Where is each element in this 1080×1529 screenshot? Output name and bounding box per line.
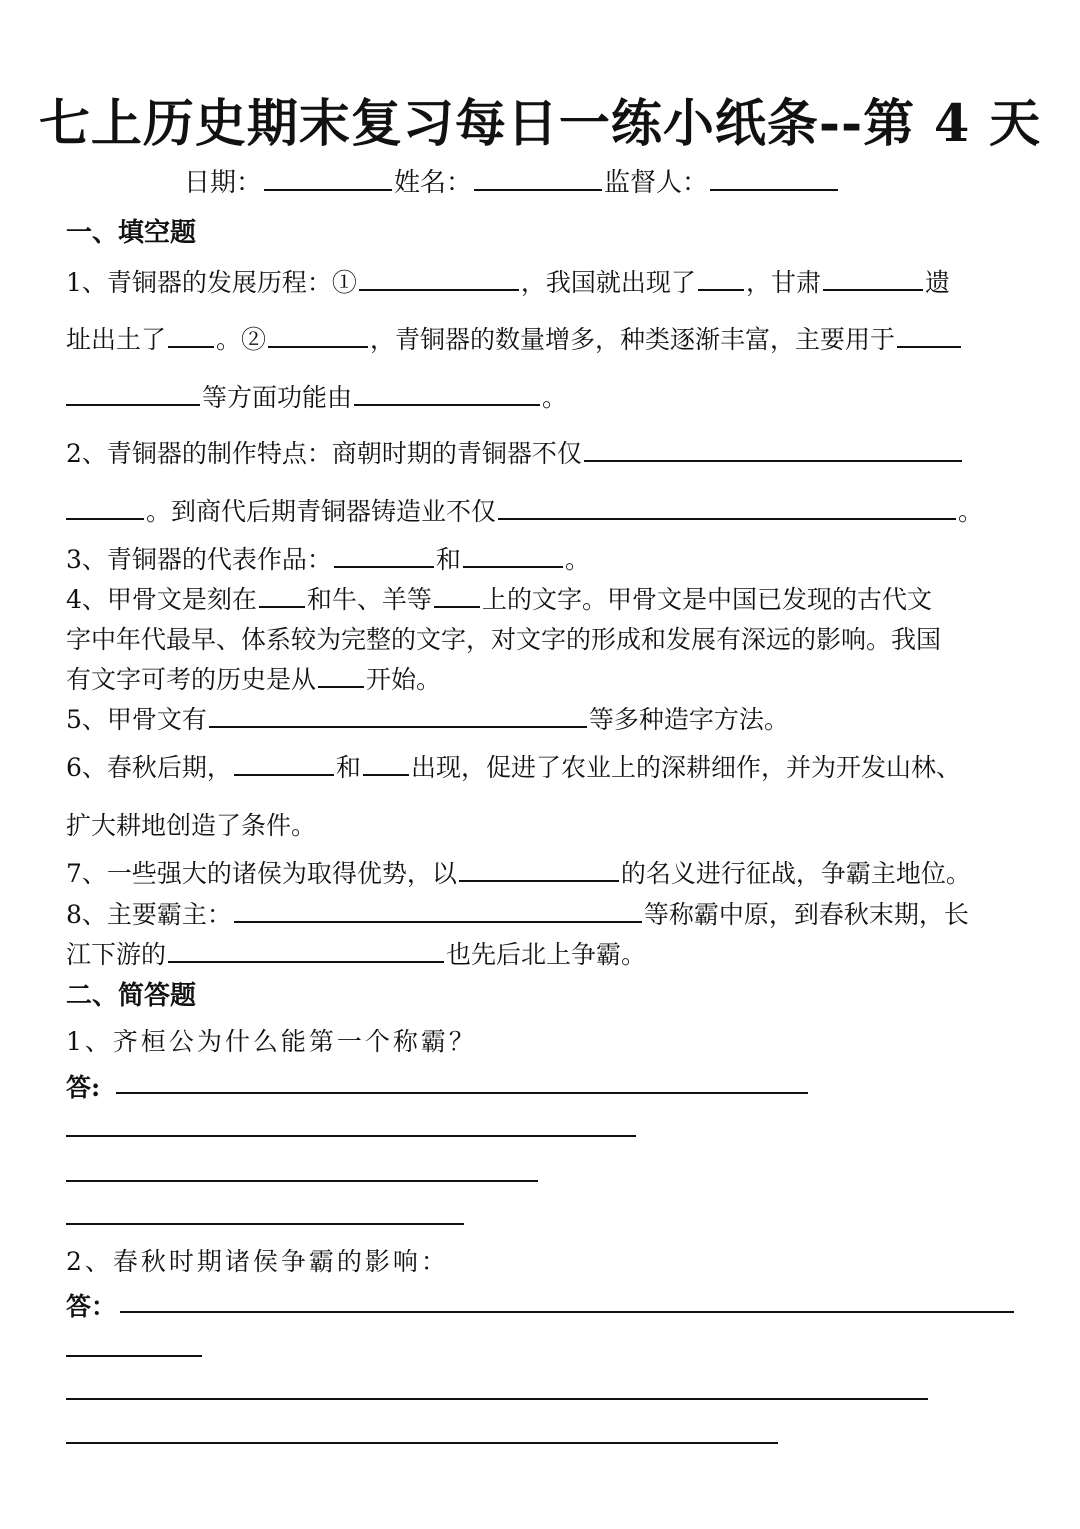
q8-blank-2[interactable] [168,937,444,963]
q7-text-a: 7、一些强大的诸侯为取得优势，以 [66,859,457,888]
q3-text-b: 和 [435,545,461,574]
q6-blank-1[interactable] [234,750,334,776]
q5-text-b: 等多种造字方法。 [588,705,789,734]
q6-line2: 扩大耕地创造了条件。 [66,811,317,840]
sa-q1-answer-label: 答: [66,1073,101,1102]
q1-blank-7[interactable] [66,380,200,406]
name-label: 姓名： [394,168,473,198]
q4-text-f: 开始。 [366,665,442,694]
q1-text-g: ，青铜器的数量增多，种类逐渐丰富，主要用于 [370,325,896,354]
sa-q1-answer-line-3[interactable] [66,1180,538,1182]
q3-text-c: 。 [564,545,590,574]
q1-text-f: 。② [216,325,267,354]
q8-line1 [66,895,969,931]
q2-text-a: 2、青铜器的制作特点：商朝时期的青铜器不仅 [66,439,582,468]
page-title: 七上历史期末复习每日一练小纸条--第 4 天 [38,94,1042,154]
q6-text-b: 和 [335,753,361,782]
name-blank[interactable] [474,165,602,191]
q1-line2 [66,320,963,356]
q8-text-d: 也先后北上争霸。 [446,940,647,969]
q8-text-b: 等称霸中原，到春秋末期，长 [643,900,969,929]
q1-text-a: 1、青铜器的发展历程：① [66,268,357,297]
q8-text-c: 江下游的 [66,940,167,969]
q4-text-b: 和牛、羊等 [306,585,432,614]
q2-text-c: 。 [958,497,984,526]
q1-blank-2[interactable] [698,265,744,291]
q1-text-h: 等方面功能由 [202,383,353,412]
q3-blank-2[interactable] [463,542,563,568]
supervisor-label: 监督人： [604,168,709,198]
q2-blank-3[interactable] [498,494,956,520]
sa-q2-answer-line-3[interactable] [66,1398,928,1400]
q1-text-i: 。 [542,383,568,412]
section-fill-heading: 一、填空题 [66,218,197,248]
date-blank[interactable] [264,165,392,191]
sa-q1-answer-line-1[interactable] [116,1092,808,1094]
q3-blank-1[interactable] [334,542,434,568]
sa-q2-answer-label: 答： [66,1292,117,1321]
sa-q1-question: 1、齐桓公为什么能第一个称霸？ [66,1027,477,1056]
q3-line [66,540,590,576]
q4-blank-3[interactable] [318,662,364,688]
q4-text-a: 4、甲骨文是刻在 [66,585,257,614]
q1-line1 [66,263,950,299]
q4-blank-1[interactable] [259,582,305,608]
q1-text-e: 址出土了 [66,325,167,354]
q6-text-c: 出现，促进了农业上的深耕细作，并为开发山林、 [410,753,961,782]
sa-q2-answer-line-2[interactable] [66,1355,202,1357]
q4-line3 [66,660,441,696]
q1-text-b: ，我国就出现了 [520,268,696,297]
q4-blank-2[interactable] [434,582,480,608]
q5-line [66,700,789,736]
section-short-answer-heading: 二、简答题 [66,981,197,1011]
q2-line1 [66,434,964,470]
q5-text-a: 5、甲骨文有 [66,705,207,734]
q2-blank-2[interactable] [66,494,144,520]
q1-text-c: ，甘肃 [745,268,821,297]
q1-line3 [66,378,567,414]
q8-blank-1[interactable] [234,897,642,923]
q6-blank-2[interactable] [363,750,409,776]
q4-text-e: 有文字可考的历史是从 [66,665,317,694]
q1-blank-4[interactable] [168,322,214,348]
sa-q1-answer-line-4[interactable] [66,1223,464,1225]
q1-blank-3[interactable] [823,265,923,291]
q6-line1 [66,748,961,784]
q2-blank-1[interactable] [584,436,962,462]
q4-text-c: 上的文字。甲骨文是中国已发现的古代文 [481,585,932,614]
q7-text-b: 的名义进行征战，争霸主地位。 [620,859,971,888]
q1-blank-6[interactable] [897,322,961,348]
q7-line [66,854,971,890]
q1-blank-1[interactable] [359,265,519,291]
q8-text-a: 8、主要霸主： [66,900,232,929]
q1-text-d: 遗 [924,268,950,297]
q1-blank-5[interactable] [268,322,368,348]
q4-line2: 字中年代最早、体系较为完整的文字，对文字的形成和发展有深远的影响。我国 [66,625,942,654]
q2-line2 [66,492,983,528]
sa-q2-answer-line-4[interactable] [66,1442,778,1444]
q7-blank-1[interactable] [459,856,619,882]
meta-row [184,162,840,199]
sa-q1-answer-line-2[interactable] [66,1135,636,1137]
date-label: 日期： [184,168,263,198]
q2-text-b: 。到商代后期青铜器铸造业不仅 [146,497,497,526]
q8-line2 [66,935,646,971]
q1-blank-8[interactable] [354,380,540,406]
sa-q2-question: 2、春秋时期诸侯争霸的影响： [66,1247,449,1276]
q3-text-a: 3、青铜器的代表作品： [66,545,332,574]
sa-q2-answer-line-1[interactable] [120,1311,1014,1313]
q4-line1 [66,580,932,616]
q5-blank-1[interactable] [209,702,587,728]
q6-text-a: 6、春秋后期， [66,753,232,782]
supervisor-blank[interactable] [710,165,838,191]
